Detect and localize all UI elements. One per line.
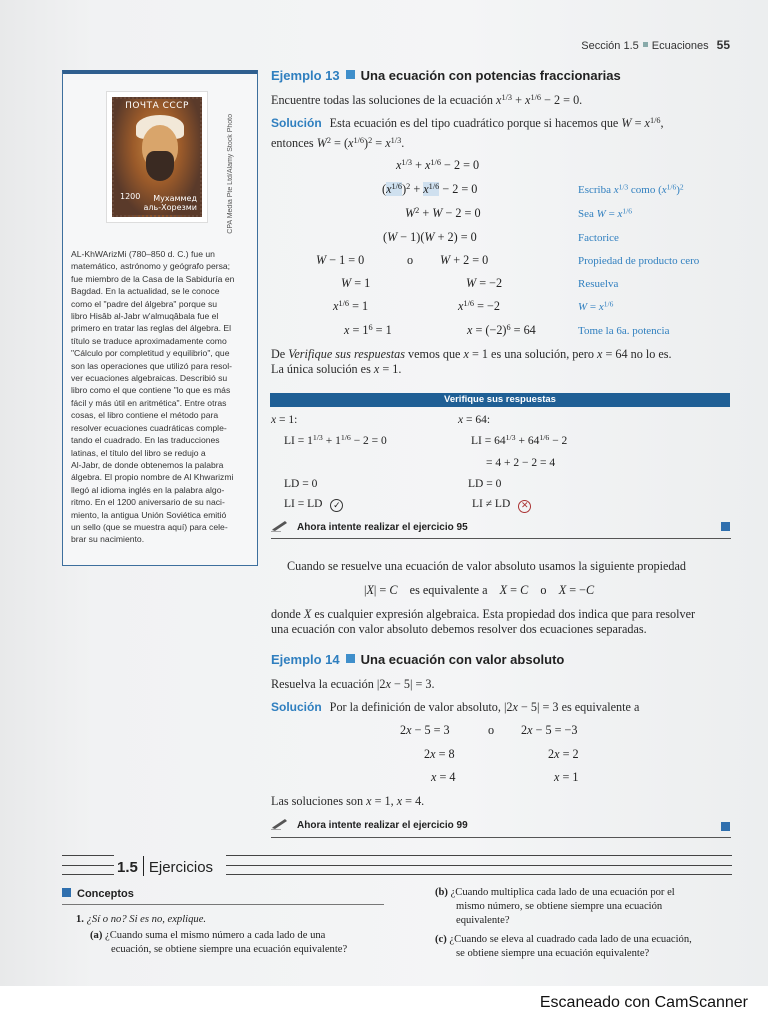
question-1a-line2: ecuación, se obtiene siempre una ecuación equivalente? [111,944,348,955]
absolute-property: |X| = C es equivalente a X = C o X = −C [364,583,595,597]
check-right-li-2: = 4 + 2 − 2 = 4 [486,457,556,469]
ex14-step-3-left: x = 4 [431,770,456,784]
step-5-or: o [407,253,414,267]
step-5-right: W + 2 = 0 [440,253,489,267]
question-1b: (b) ¿Cuando multiplica cada lado de una ecuación por el [435,887,675,898]
ex14-step-1-or: o [488,723,495,737]
check-mark-icon: ✓ [330,499,343,512]
check-right-ld: LD = 0 [468,478,502,490]
step-8-right: $x = (-2)^6 = 64$ [467,322,536,337]
example-14-statement: Resuelva la ecuación |2x − 5| = 3. [271,677,435,691]
check-left-ld: LD = 0 [284,478,318,490]
step-3-note: Sea $W = x^{1/6}$ [578,206,632,220]
step-1-equation: $x^{1/3} + x^{1/6} - 2 = 0$ [396,157,480,172]
step-5-left: W − 1 = 0 [316,253,365,267]
question-1b-line3: equivalente? [456,915,510,926]
ex14-step-3-right: x = 1 [554,770,579,784]
pencil-icon [271,818,289,830]
question-1-intro: 1. ¿Sí o no? Si es no, explique. [76,914,207,925]
try-exercise-95: Ahora intente realizar el ejercicio 95 [271,520,468,533]
ex14-step-1-left: 2x − 5 = 3 [400,723,450,737]
scanner-footer [0,986,768,1024]
ex14-step-1-right: 2x − 5 = −3 [521,723,578,737]
biography-text: AL-KhWArizMi (780–850 d. C.) fue un matemático, astrónomo y geógrafo persa; fue miembro de la Casa de la Sabiduría en Bagdad. En la actualidad, se le conoce como el "padre del álgebra" porque su libro Hisâb al-Jabr w'almuqâbala fue el primero en tratar las reglas del álgebra. El título se traduce aproximadamente como "Cálculo por completitud y equilibrio", que son las operaciones que utilizó para resol- ver ecuaciones algebraicas. Describió su libro como el que contiene "lo que es más fácil y más útil en aritmética". Entre otras cosas, el libro contiene el método para resolver ecuaciones cuadráticas comple- tando el cuadrado. En las traducciones latinas, el título del libro se redujo a Al-Jabr, de donde obtenemos la palabra álgebra. El propio nombre de Al Khwarizmi llegó al idioma inglés en la palabra algo- ritmo. En el 1200 aniversario de su naci- miento, la antigua Unión Soviética emitió un sello (que se muestra aquí) para cele- brar su nacimiento. [71,249,235,545]
concepts-square-icon [62,888,71,897]
example-13-solution-line1: Solución Esta ecuación es del tipo cuadrático porque si hacemos que $W = x^{1/6}$, [271,115,664,130]
step-8-note: Tome la 6a. potencia [578,325,670,337]
example-13-conclusion-2: La única solución es x = 1. [271,362,402,376]
step-4-note: Factorice [578,232,619,244]
cross-mark-icon: ✕ [518,500,531,513]
beard-shape [146,151,174,181]
check-left-result: LI = LD ✓ [284,498,343,512]
step-2-equation: $(x^{1/6})^2 + x^{1/6} - 2 = 0$ [382,181,478,196]
end-mark-13 [721,522,730,531]
stamp-image [107,92,207,222]
step-2-note: Escriba $x^{1/3}$ como $(x^{1/6})^2$ [578,182,684,196]
example-13-solution-line2: entonces $W^2 = (x^{1/6})^2 = x^{1/3}$. [271,135,405,150]
topic-label: Ecuaciones [651,40,709,52]
example-13-heading: Ejemplo 13 Una ecuación con potencias fraccionarias [271,68,621,83]
step-7-note: $W = x^{1/6}$ [578,299,614,313]
page-number: 55 [716,38,730,52]
rule-14 [271,837,731,838]
question-1c: (c) ¿Cuando se eleva al cuadrado cada lado de una ecuación, [435,934,692,945]
stamp-top-text: ПОЧТА СССР [125,101,189,111]
stamp-year: 1200 [120,192,141,201]
pencil-icon [271,520,289,532]
check-left-label: x = 1: [271,414,298,426]
example-14-solution: Solución Por la definición de valor absoluto, |2x − 5| = 3 es equivalente a [271,700,640,714]
question-1b-line2: mismo número, se obtiene siempre una ecuación [456,901,663,912]
check-right-label: x = 64: [458,414,491,426]
step-6-note: Resuelva [578,278,619,290]
exercises-section-title: 1.5 Ejercicios [117,856,213,876]
example-13-statement: Encuentre todas las soluciones de la ecuación $x^{1/3} + x^{1/6} - 2 = 0$. [271,92,583,107]
absolute-explain-2: una ecuación con valor absoluto debemos resolver dos ecuaciones separadas. [271,622,647,636]
running-head [581,38,730,52]
end-mark-14 [721,822,730,831]
header-lines-right [226,855,732,877]
step-6-right: W = −2 [466,276,503,290]
step-5-note: Propiedad de producto cero [578,255,700,267]
example-14-conclusion: Las soluciones son x = 1, x = 4. [271,794,425,808]
rule-13 [271,538,731,539]
check-left-li: LI = $1^{1/3} + 1^{1/6} - 2 = 0$ [284,433,387,447]
concepts-heading: Conceptos [62,888,134,900]
photo-credit: CPA Media Pte Ltd/Alamy Stock Photo [227,114,234,234]
check-answers-bar: Verifique sus respuestas [270,393,730,407]
question-1a: (a) ¿Cuando suma el mismo número a cada lado de una [90,930,326,941]
step-4-equation: (W − 1)(W + 2) = 0 [383,230,477,244]
ex14-step-2-left: 2x = 8 [424,747,455,761]
step-6-left: W = 1 [341,276,371,290]
try-exercise-99: Ahora intente realizar el ejercicio 99 [271,818,468,831]
absolute-explain-1: donde X es cualquier expresión algebraica. Esta propiedad dos indica que para resolver [271,607,696,621]
absolute-intro: Cuando se resuelve una ecuación de valor absoluto usamos la siguiente propiedad [287,559,687,573]
step-7-right: $x^{1/6} = -2$ [458,298,500,313]
header-lines-left [62,855,114,877]
step-7-left: $x^{1/6} = 1$ [333,298,369,313]
separator-icon [643,42,648,47]
stamp-bottom-text: Мухаммед аль-Хорезми [143,194,197,212]
ex14-step-2-right: 2x = 2 [548,747,579,761]
biography-sidebar [62,70,258,566]
step-3-equation: $W^2 + W - 2 = 0$ [405,205,481,220]
scanner-watermark: Escaneado con CamScanner [539,994,748,1011]
check-right-li: LI = $64^{1/3} + 64^{1/6} - 2$ [471,433,568,447]
section-label: Sección 1.5 [581,40,639,52]
check-right-result: LI ≠ LD ✕ [472,498,531,513]
example-14-heading: Ejemplo 14 Una ecuación con valor absoluto [271,652,565,667]
step-8-left: $x = 1^6 = 1$ [344,322,392,337]
concepts-rule [62,904,384,905]
question-1c-line2: se obtiene siempre una ecuación equivalente? [456,948,650,959]
example-13-conclusion-1: De Verifique sus respuestas vemos que x = 1 es una solución, pero x = 64 no lo es. [271,347,672,361]
